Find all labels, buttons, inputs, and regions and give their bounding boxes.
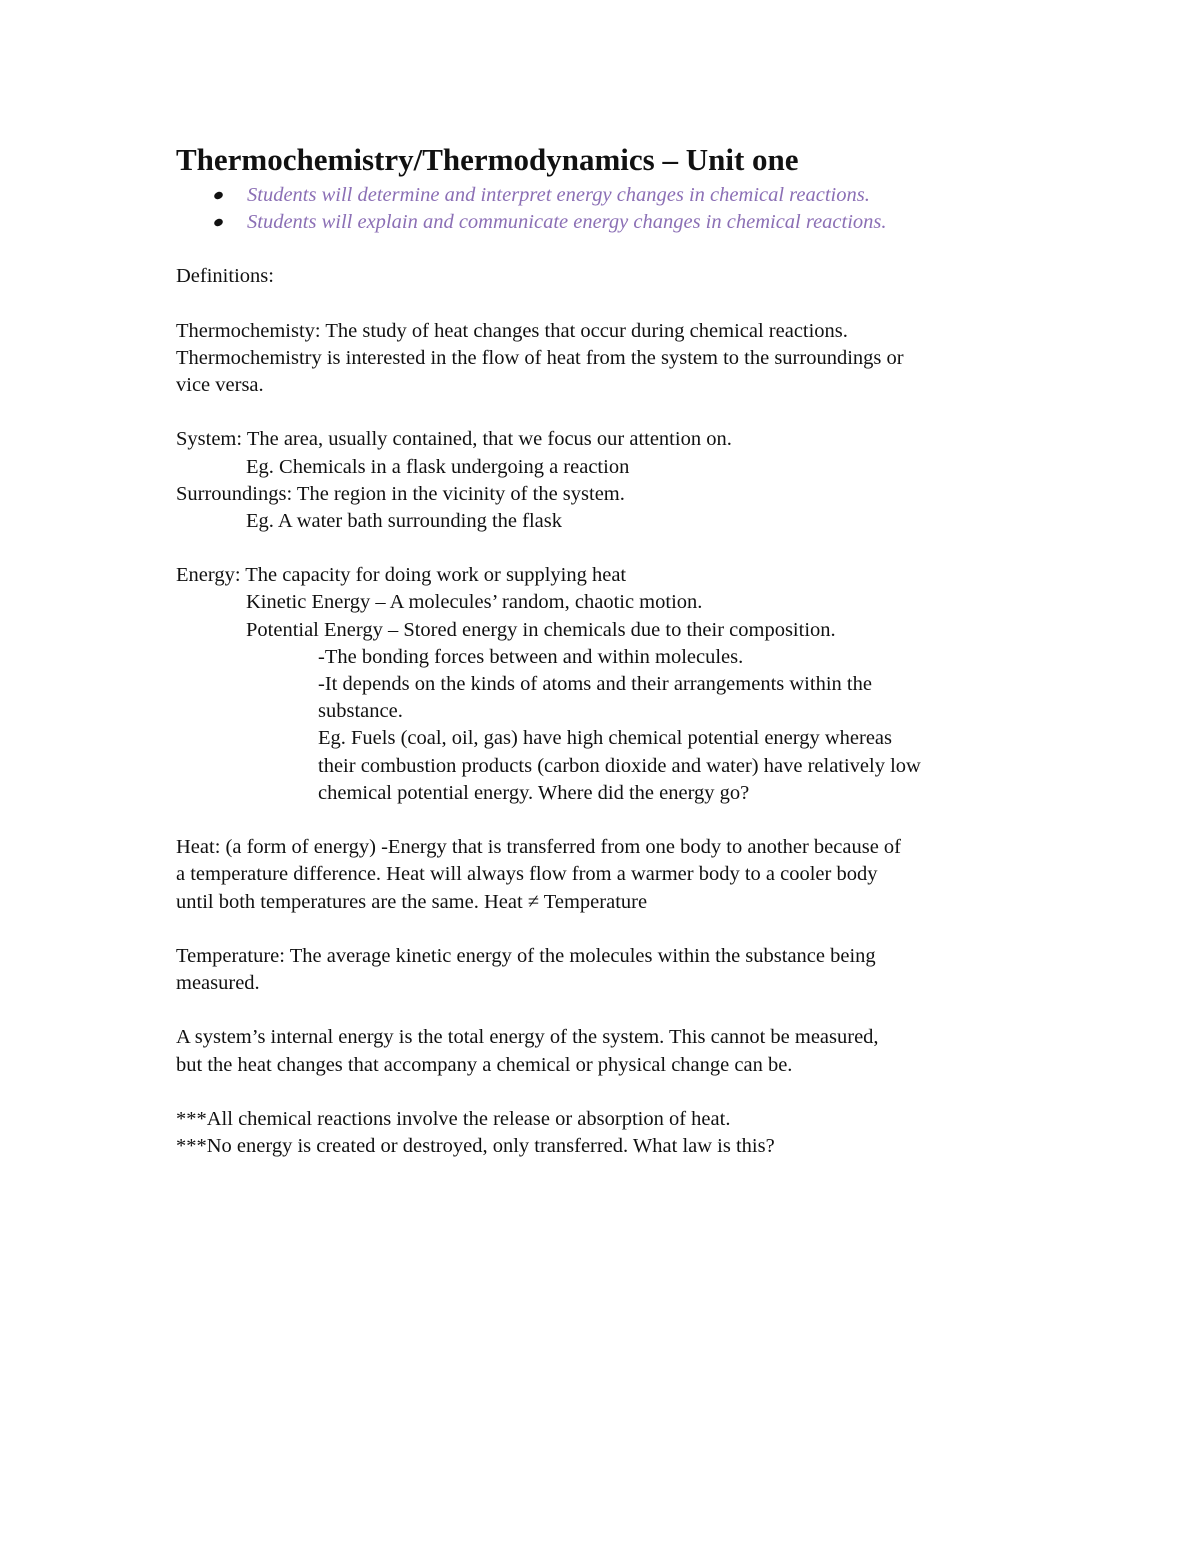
text-line: Surroundings: The region in the vicinity of the system. [176, 482, 625, 505]
thermochemistry-definition [176, 318, 1036, 400]
page-title: Thermochemistry/Thermodynamics – Unit one [176, 142, 799, 177]
text-line: System: The area, usually contained, that we focus our attention on. [176, 428, 732, 451]
sub-point-line: their combustion products (carbon dioxide and water) have relatively low [318, 754, 921, 777]
surroundings-definition [176, 481, 1036, 535]
document-body [176, 140, 1036, 1160]
text-line: A system’s internal energy is the total energy of the system. This cannot be measured, [176, 1026, 879, 1049]
bullet-icon [213, 217, 224, 227]
objective-text: Students will determine and interpret energy changes in chemical reactions. [247, 184, 870, 206]
text-line: a temperature difference. Heat will always flow from a warmer body to a cooler body [176, 863, 878, 886]
kinetic-energy-line: Kinetic Energy – A molecules’ random, chaotic motion. [246, 591, 703, 614]
text-line: Energy: The capacity for doing work or supplying heat [176, 564, 627, 587]
text-line: vice versa. [176, 373, 264, 396]
heat-definition [176, 834, 1036, 916]
internal-energy-paragraph [176, 1024, 1036, 1078]
objective-text: Students will explain and communicate energy changes in chemical reactions. [247, 211, 887, 233]
definitions-heading: Definitions: [176, 265, 274, 288]
text-line: until both temperatures are the same. Heat ≠ Temperature [176, 890, 648, 913]
text-line: Temperature: The average kinetic energy of the molecules within the substance being [176, 944, 876, 967]
objective-item [176, 209, 1036, 236]
text-line: Heat: (a form of energy) -Energy that is transferred from one body to another because of [176, 836, 902, 859]
text-line: measured. [176, 972, 260, 995]
sub-point-line: substance. [318, 700, 403, 723]
sub-point-line: Eg. Fuels (coal, oil, gas) have high chemical potential energy whereas [318, 727, 892, 750]
objectives-list [176, 182, 1036, 236]
energy-definition [176, 562, 1036, 807]
example-line: Eg. Chemicals in a flask undergoing a reaction [246, 455, 630, 478]
potential-energy-line: Potential Energy – Stored energy in chemicals due to their composition. [246, 618, 836, 641]
text-line: Thermochemisty: The study of heat changes that occur during chemical reactions. [176, 319, 848, 342]
text-line: Thermochemistry is interested in the flow of heat from the system to the surroundings or [176, 346, 904, 369]
note-line: ***All chemical reactions involve the release or absorption of heat. [176, 1108, 731, 1130]
sub-point-line: chemical potential energy. Where did the energy go? [318, 781, 750, 804]
objective-item [176, 182, 1036, 209]
bullet-icon [213, 190, 224, 200]
note-line: ***No energy is created or destroyed, only transferred. What law is this? [176, 1135, 775, 1158]
text-line: but the heat changes that accompany a chemical or physical change can be. [176, 1053, 793, 1076]
notes [176, 1106, 1036, 1160]
sub-point-line: -The bonding forces between and within molecules. [318, 645, 744, 668]
sub-point-line: -It depends on the kinds of atoms and their arrangements within the [318, 673, 872, 695]
example-line: Eg. A water bath surrounding the flask [246, 509, 562, 532]
system-definition [176, 426, 1036, 480]
temperature-definition [176, 943, 1036, 997]
